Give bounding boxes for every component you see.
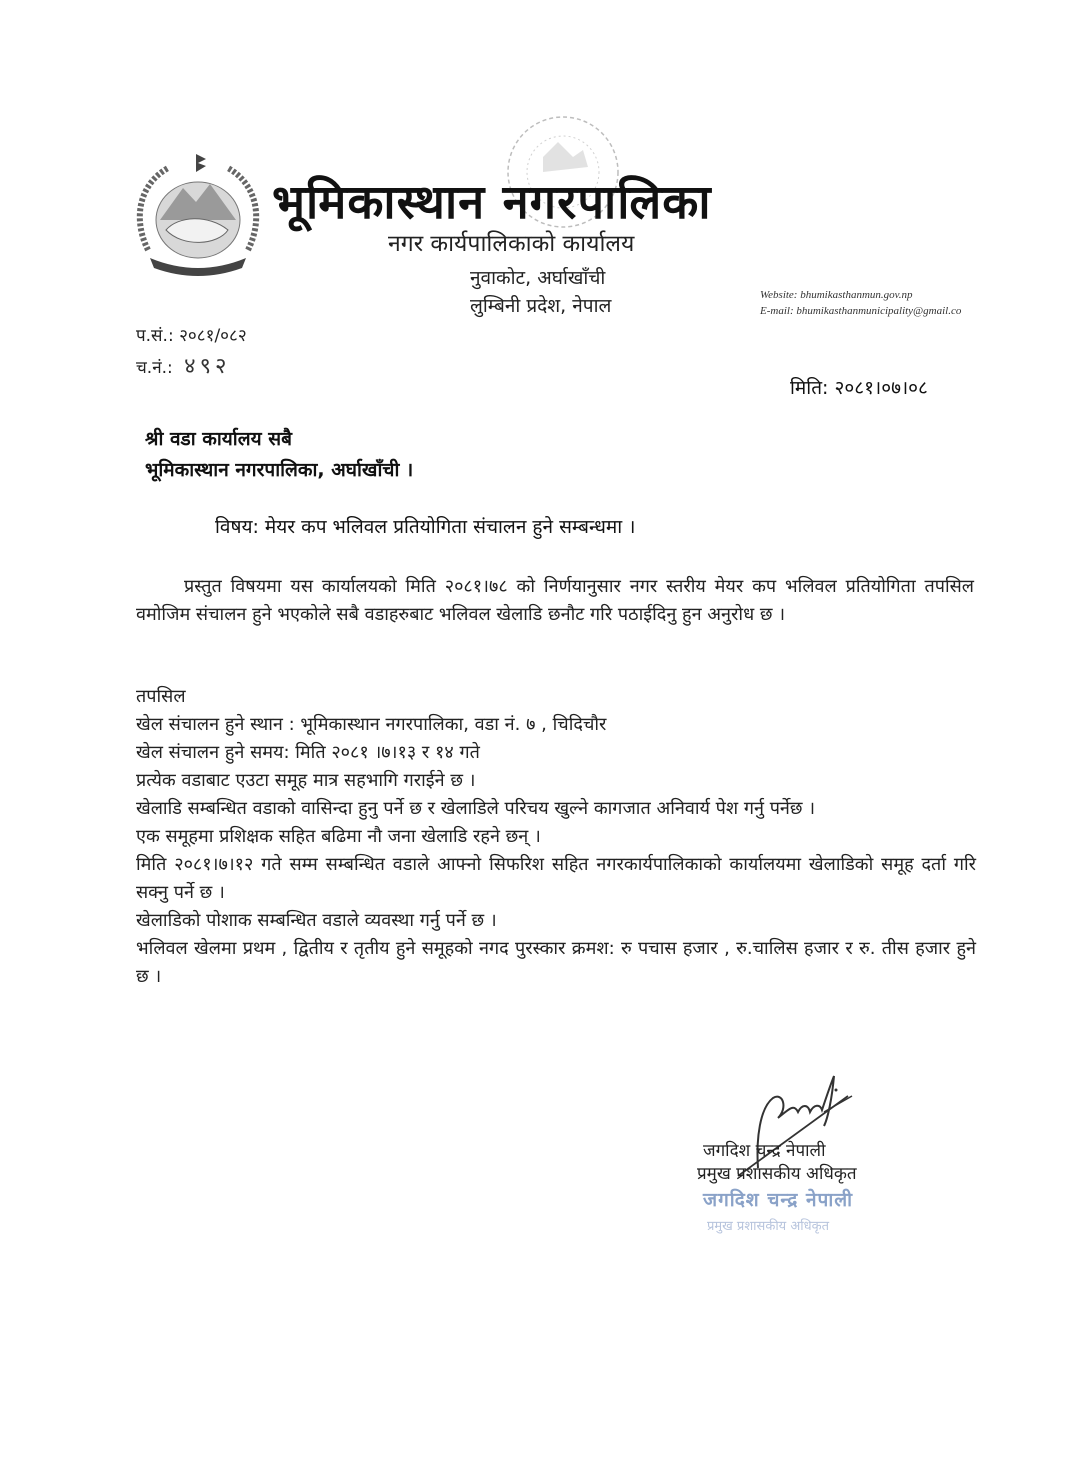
list-item: एक समूहमा प्रशिक्षक सहित बढिमा नौ जना खेलाडि रहने छन् । [136, 826, 541, 847]
office-name: नगर कार्यपालिकाको कार्यालय [388, 231, 635, 257]
body-intro-paragraph: प्रस्तुत विषयमा यस कार्यालयको मिति २०८१।७८ को निर्णयानुसार नगर स्तरीय मेयर कप भलिवल प्रतियोगिता तपसिल वमोजिम संचालन हुने भएकोले सबै वडाहरुबाट भलिवल खेलाडि छनौट गरि पठाईदिनु हुन अनुरोध छ । [136, 576, 974, 625]
recipient-line-2: भूमिकास्थान नगरपालिका, अर्घाखाँची । [145, 459, 414, 481]
signatory-designation: प्रमुख प्रशासकीय अधिकृत [697, 1164, 857, 1184]
email-text: E-mail: bhumikasthanmunicipality@gmail.co [760, 305, 962, 317]
dispatch-number [136, 350, 231, 380]
website-text: Website: bhumikasthanmun.gov.np [760, 289, 913, 301]
organization-name: भूमिकास्थान नगरपालिका [272, 175, 712, 230]
address-line-1: नुवाकोट, अर्घाखाँची [470, 267, 606, 289]
name-stamp: जगदिश चन्द्र नेपाली [703, 1189, 854, 1211]
signatory-block [697, 1138, 857, 1234]
subject-line: विषय: मेयर कप भलिवल प्रतियोगिता संचालन हुने सम्बन्धमा । [215, 516, 636, 538]
details-heading: तपसिल [136, 686, 186, 707]
details-list [136, 683, 976, 991]
list-item: प्रत्येक वडाबाट एउटा समूह मात्र सहभागि गराईने छ । [136, 770, 476, 791]
list-item: मिति २०८१।७।१२ गते सम्म सम्बन्धित वडाले आफ्नो सिफरिश सहित नगरकार्यपालिकाको कार्यालयमा खेलाडिको समूह दर्ता गरि सक्नु पर्ने छ । [136, 854, 976, 903]
designation-stamp: प्रमुख प्रशासकीय अधिकृत [707, 1219, 830, 1234]
list-item: खेल संचालन हुने समय: मिति २०८१ ।७।१३ र १४ गते [136, 742, 480, 763]
list-item: भलिवल खेलमा प्रथम , द्वितीय र तृतीय हुने समूहको नगद पुरस्कार क्रमश: रु पचास हजार , रु.चालिस हजार र रु. तीस हजार हुने छ । [136, 938, 976, 987]
dispatch-label: च.नं.: [136, 358, 173, 378]
list-item: खेल संचालन हुने स्थान : भूमिकास्थान नगरपालिका, वडा नं. ७ , चिदिचौर [136, 714, 607, 735]
reference-number [136, 323, 247, 346]
address-line-2: लुम्बिनी प्रदेश, नेपाल [470, 295, 612, 317]
list-item: खेलाडिको पोशाक सम्बन्धित वडाले व्यवस्था गर्नु पर्ने छ । [136, 910, 497, 931]
reference-value: २०८१/०८२ [179, 326, 247, 346]
list-item: खेलाडि सम्बन्धित वडाको वासिन्दा हुनु पर्ने छ र खेलाडिले परिचय खुल्ने कागजात अनिवार्य पेश गर्नु पर्नेछ । [136, 798, 816, 819]
reference-label: प.सं.: [136, 326, 174, 346]
government-emblem-icon [128, 150, 268, 280]
letter-date: मिति: २०८१।०७।०८ [790, 377, 928, 399]
signatory-name: जगदिश चन्द्र नेपाली [703, 1141, 826, 1161]
recipient-line-1: श्री वडा कार्यालय सबै [145, 428, 292, 450]
dispatch-value: ४९२ [184, 354, 231, 379]
